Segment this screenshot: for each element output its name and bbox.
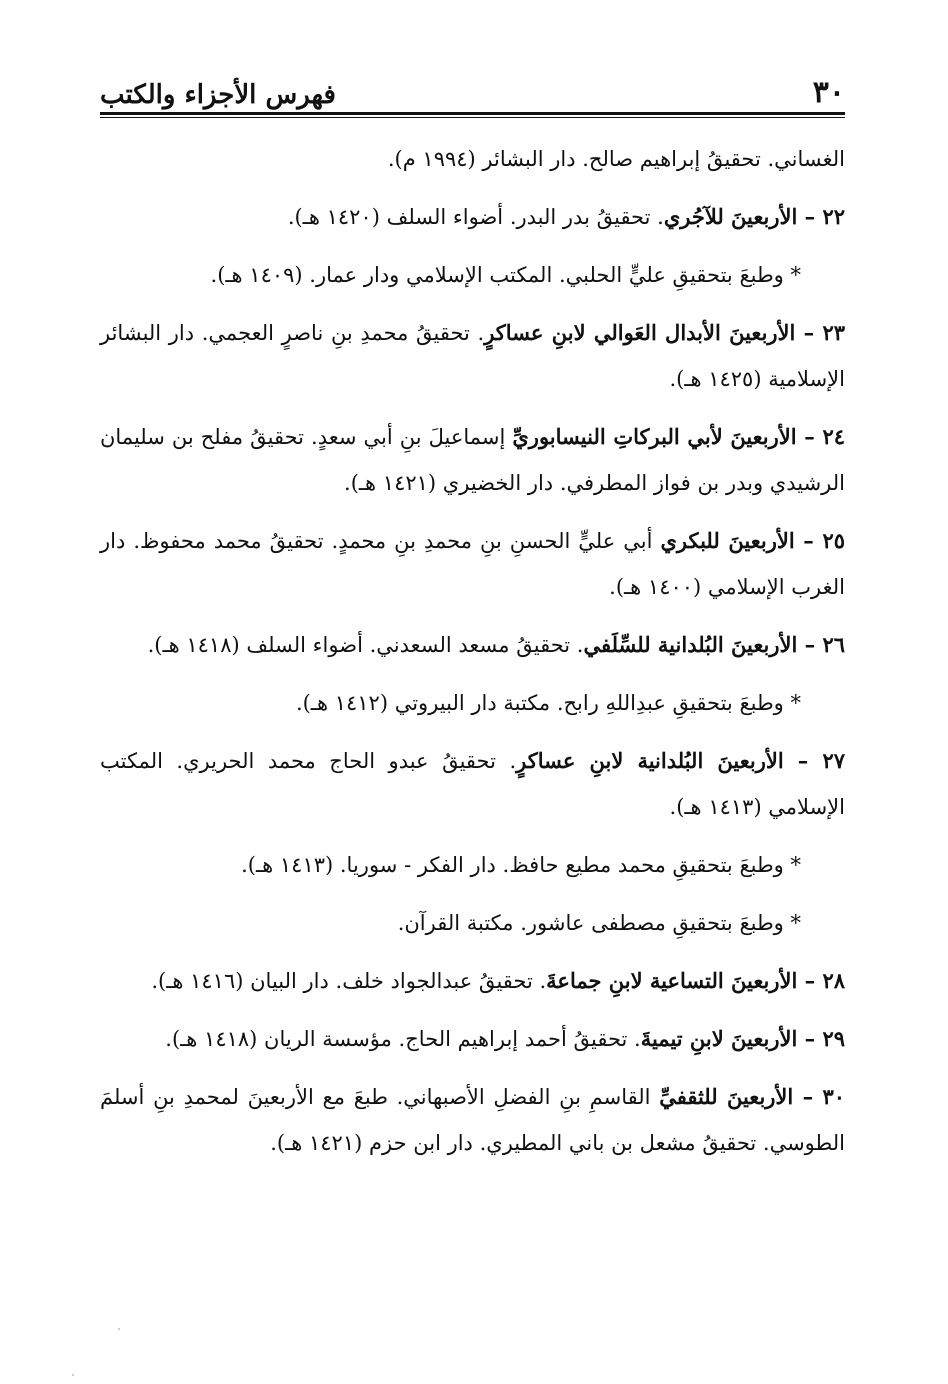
entry-number: ٢٧ xyxy=(822,748,846,773)
entry-details: إسماعيلَ بنِ أبي سعدٍ. تحقيقُ مفلح بن سليمان الرشيدي وبدر بن فواز المطرفي. دار الخضيري (١٤٢١ هـ). xyxy=(100,425,845,495)
entry-details: . تحقيقُ عبدالجواد خلف. دار البيان (١٤١٦ هـ). xyxy=(151,969,547,993)
entry-number: ٢٤ xyxy=(822,424,845,449)
entry-details: أبي عليٍّ الحسنِ بنِ محمدِ بنِ محمدٍ. تحقيقُ محمد محفوظ. دار الغرب الإسلامي (١٤٠٠ هـ). xyxy=(100,529,845,599)
edition-note: * وطبعَ بتحقيقِ محمد مطيع حافظ. دار الفكر - سوريا. (١٤١٣ هـ). xyxy=(241,853,801,877)
entry-details: . تحقيقُ محمدِ بنِ ناصرٍ العجمي. دار البشائر الإسلامية (١٤٢٥ هـ). xyxy=(100,321,845,391)
edition-note: * وطبعَ بتحقيقِ عليٍّ الحلبي. المكتب الإسلامي ودار عمار. (١٤٠٩ هـ). xyxy=(210,263,801,287)
entry-details: . تحقيقُ مسعد السعدني. أضواء السلف (١٤١٨ هـ). xyxy=(147,633,584,657)
entry-number: ٣٠ xyxy=(822,1084,846,1109)
edition-note: * وطبعَ بتحقيقِ مصطفى عاشور. مكتبة القرآن. xyxy=(397,911,801,935)
scan-speck xyxy=(72,1374,74,1376)
entry-title: الأربعينَ البُلدانية للسِّلَفي xyxy=(583,632,798,657)
entries-list xyxy=(100,136,845,1166)
entry-number: ٢٣ xyxy=(822,320,845,345)
entry-30: ٣٠ – الأربعينَ للثقفيِّ القاسمِ بنِ الفضلِ الأصبهاني. طبعَ مع الأربعينَ لمحمدِ بنِ أسلمَ الطوسي. تحقيقُ مشعل بن باني المطيري. دار ابن حزم (١٤٢١ هـ). xyxy=(100,1084,846,1155)
page-number: ٣٠ xyxy=(812,75,845,110)
entry-title: الأربعينَ للبكري xyxy=(660,528,795,553)
running-title: فهرس الأجزاء والكتب xyxy=(100,80,336,110)
entry-details: . تحقيقُ بدر البدر. أضواء السلف (١٤٢٠ هـ). xyxy=(287,205,664,229)
entry-26: ٢٦ – الأربعينَ البُلدانية للسِّلَفي. تحقيقُ مسعد السعدني. أضواء السلف (١٤١٨ هـ). xyxy=(147,632,845,657)
header-rule-thick xyxy=(100,112,845,115)
running-header xyxy=(100,72,845,110)
entry-29: ٢٩ – الأربعينَ لابنِ تيميةَ. تحقيقُ أحمد إبراهيم الحاج. مؤسسة الريان (١٤١٨ هـ). xyxy=(165,1026,845,1051)
edition-note: * وطبعَ بتحقيقِ عبدِاللهِ رابح. مكتبة دار البيروتي (١٤١٢ هـ). xyxy=(295,691,801,715)
entry-title: الأربعينَ للثقفيِّ xyxy=(659,1084,794,1109)
entry-title: الأربعينَ التساعية لابنِ جماعةَ xyxy=(546,968,798,993)
entry-23: ٢٣ – الأربعينَ الأبدال العَوالي لابنِ عساكرٍ. تحقيقُ محمدِ بنِ ناصرٍ العجمي. دار البشائر الإسلامية (١٤٢٥ هـ). xyxy=(100,320,845,391)
entry-22: ٢٢ – الأربعينَ للآجُري. تحقيقُ بدر البدر. أضواء السلف (١٤٢٠ هـ). xyxy=(287,204,845,229)
entry-28: ٢٨ – الأربعينَ التساعية لابنِ جماعةَ. تحقيقُ عبدالجواد خلف. دار البيان (١٤١٦ هـ). xyxy=(151,968,845,993)
entry-number: ٢٥ xyxy=(822,528,846,553)
entry-25: ٢٥ – الأربعينَ للبكري أبي عليٍّ الحسنِ بنِ محمدِ بنِ محمدٍ. تحقيقُ محمد محفوظ. دار الغرب الإسلامي (١٤٠٠ هـ). xyxy=(100,528,846,599)
entry-number: ٢٩ xyxy=(822,1026,845,1051)
entry-number: ٢٢ xyxy=(822,204,845,229)
entry-24: ٢٤ – الأربعينَ لأبي البركاتِ النيسابوريِّ إسماعيلَ بنِ أبي سعدٍ. تحقيقُ مفلح بن سليمان الرشيدي وبدر بن فواز المطرفي. دار الخضيري (١٤٢١ هـ). xyxy=(100,424,845,495)
continuation-text: الغساني. تحقيقُ إبراهيم صالح. دار البشائر (١٩٩٤ م). xyxy=(387,147,845,171)
entry-details: . تحقيقُ عبدو الحاج محمد الحريري. المكتب الإسلامي (١٤١٣ هـ). xyxy=(100,749,845,819)
scan-speck xyxy=(118,1328,120,1330)
entry-details: . تحقيقُ أحمد إبراهيم الحاج. مؤسسة الريان (١٤١٨ هـ). xyxy=(165,1027,641,1051)
entry-27: ٢٧ – الأربعينَ البُلدانية لابنِ عساكرٍ. تحقيقُ عبدو الحاج محمد الحريري. المكتب الإسلامي (١٤١٣ هـ). xyxy=(100,748,846,819)
entry-title: الأربعينَ البُلدانية لابنِ عساكرٍ xyxy=(516,748,784,773)
book-page xyxy=(100,72,845,1178)
header-rule-thin xyxy=(100,117,845,118)
entry-number: ٢٦ xyxy=(822,632,845,657)
entry-number: ٢٨ xyxy=(822,968,845,993)
entry-title: الأربعينَ للآجُري xyxy=(663,204,798,229)
entry-title: الأربعينَ لابنِ تيميةَ xyxy=(640,1026,798,1051)
entry-title: الأربعينَ لأبي البركاتِ النيسابوريِّ xyxy=(512,424,797,449)
entry-title: الأربعينَ الأبدال العَوالي لابنِ عساكرٍ xyxy=(484,320,796,345)
entry-details: القاسمِ بنِ الفضلِ الأصبهاني. طبعَ مع الأربعينَ لمحمدِ بنِ أسلمَ الطوسي. تحقيقُ مشعل بن باني المطيري. دار ابن حزم (١٤٢١ هـ). xyxy=(100,1085,845,1155)
